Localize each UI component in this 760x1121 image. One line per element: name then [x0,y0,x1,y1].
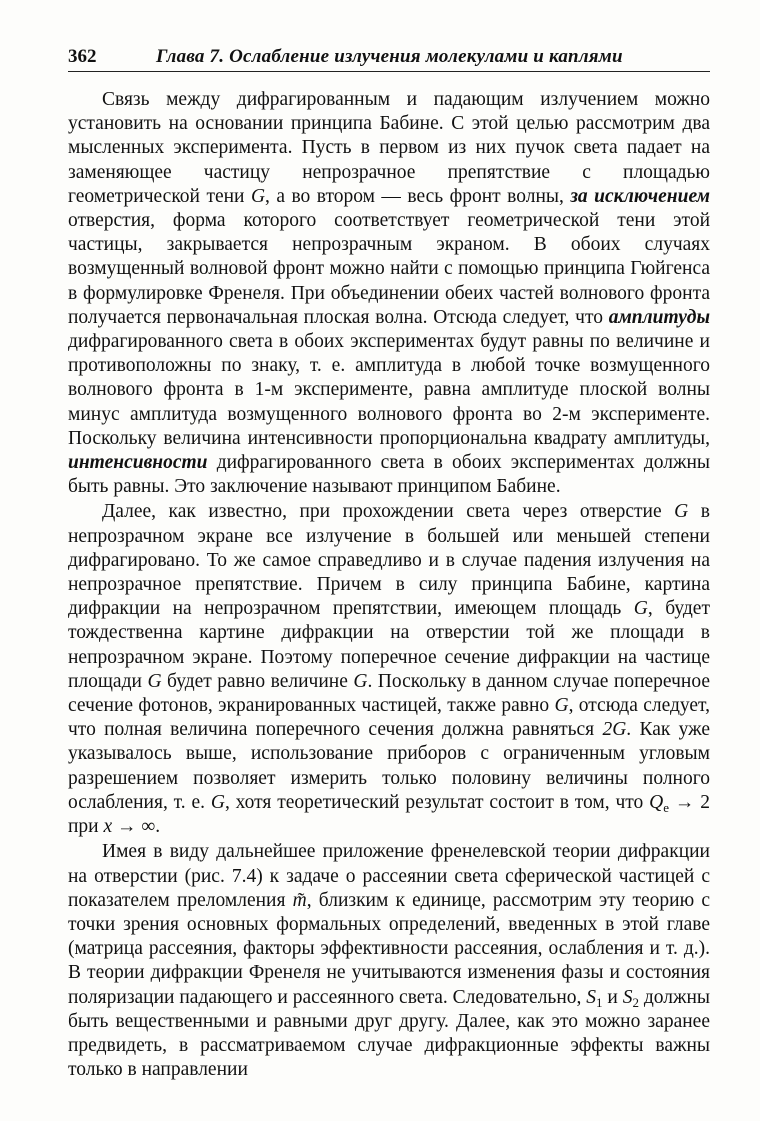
variable-x: x [103,816,113,838]
header-rule [68,71,710,72]
body-text [68,88,710,1083]
variable-G: G [147,670,162,692]
paragraph-babinet-principle [68,88,710,499]
text-segment: , хотя теоретический результат состоит в том, что [224,791,650,813]
text-segment: дифрагированного света в обоих экспериментах будут равны по величине и противоположны по знаку, т. е. амплитуда в любой точке возмущенного волнового фронта в 1-м эксперименте, равна амплитуде плоской волны минус амплитуда возмущенного волнового фронта во 2-м эксперименте. Поскольку величина интенсивности пропорциональна квадрату амплитуды, [68,331,710,449]
page-header [68,44,710,70]
variable-G: G [554,695,569,717]
paragraph-extinction-cross-section [68,500,710,839]
variable-2G: 2G [602,719,627,741]
text-segment: , близким к единице, рассмотрим эту теорию с точки зрения основных формальных определений, введенных в этой главе (матрица рассеяния, факторы эффективности рассеяния, ослабления и т. д.). В теории дифракции Френеля не учитываются изменения фазы и состояния поляризации падающего и рассеянного света. Следовательно, [68,889,710,1008]
text-segment: и [602,986,623,1008]
text-segment: отверстия, форма которого соответствует геометрической тени этой частицы, закрывается непрозрачным экраном. В обоих случаях возмущенный волновой фронт можно найти с помощью принципа Гюйгенса в формулировке Френеля. При объединении обеих частей волнового фронта получается первоначальная плоская волна. Отсюда следует, что [68,210,710,328]
variable-S: S [622,986,633,1008]
emphasis-amplitudes: амплитуды [608,306,710,328]
text-segment: , а во втором — весь фронт волны, [265,185,571,207]
variable-G: G [633,598,648,620]
subscript-2: 2 [632,994,639,1010]
text-segment: Далее, как известно, при прохождении света через отверстие [102,501,675,523]
text-segment: → 2 при [68,791,711,838]
subscript-e: e [663,799,670,815]
variable-S: S [586,986,597,1008]
text-segment: в непрозрачном экране все излучение в большей или меньшей степени дифрагировано. То же самое справедливо и в случае падения излучения на непрозрачное препятствие. Причем в силу принципа Бабине, картина дифракции на непрозрачном препятствии, имеющем площадь [68,501,710,620]
emphasis-intensities: интенсивности [68,452,208,474]
variable-G: G [353,670,368,692]
variable-G: G [250,185,266,207]
variable-m: m̃ [292,889,307,911]
variable-Q: Q [649,791,664,813]
text-segment: , будет тождественна картине дифракции на отверстии той же площади в непрозрачном экране. Поэтому поперечное сечение дифракции на частице площади [68,598,710,692]
page-number: 362 [68,46,97,67]
paragraph-fresnel-diffraction [68,840,710,1082]
variable-G: G [674,501,689,523]
emphasis-except: за исключением [570,185,710,207]
subscript-1: 1 [596,994,603,1010]
text-segment: дифрагированного света в обоих экспериментах должны быть равны. Это заключение называют принципом Бабине. [68,452,710,498]
variable-G: G [210,791,225,813]
text-segment: Имея в виду дальнейшее приложение френелевской теории дифракции на отверстии (рис. 7.4) к задаче о рассеянии света сферической частицей с показателем преломления [68,841,710,911]
text-segment: , отсюда следует, что полная величина поперечного сечения должна равняться [68,695,710,741]
text-segment: должны быть вещественными и равными друг другу. Далее, как это можно заранее предвидеть, в рассматриваемом случае дифракционные эффекты важны только в направлении [68,986,711,1081]
text-segment: Связь между дифрагированным и падающим излучением можно установить на основании принципа Бабине. С этой целью рассмотрим два мысленных эксперимента. Пусть в первом из них пучок света падает на заменяющее частицу непрозрачное препятствие с площадью геометрической тени [68,89,710,207]
text-segment: . Как уже указывалось выше, использование приборов с ограниченным угловым разрешением позволяет измерить только половину величины полного ослабления, т. е. [68,719,710,813]
running-title: Глава 7. Ослабление излучения молекулами и каплями [156,46,623,67]
text-segment: будет равно величине [161,670,354,692]
text-segment: . Поскольку в данном случае поперечное сечение фотонов, экранированных частицей, также равно [68,670,710,717]
text-segment: → ∞. [112,816,161,838]
